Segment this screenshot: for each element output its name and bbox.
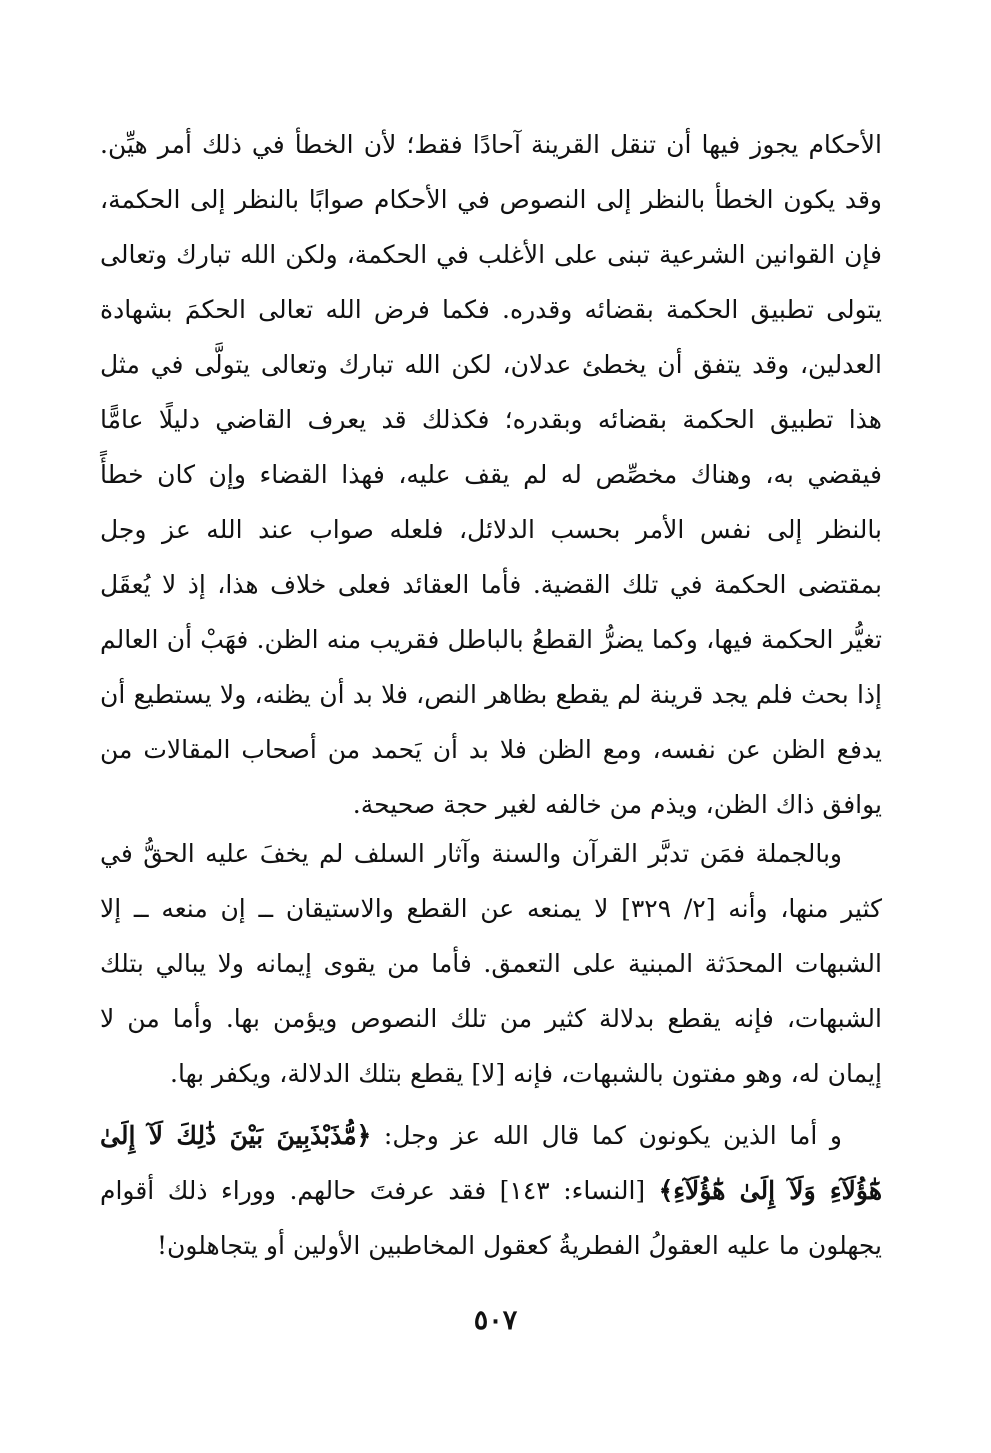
quran-verse-quote: ﴿مُّذَبْذَبِينَ بَيْنَ ذَٰلِكَ لَآ إِلَىٰ هَٰٓؤُلَآءِ وَلَآ إِلَىٰ هَٰٓؤُلَآءِ﴾ [100, 1121, 883, 1205]
page-number: ٥٠٧ [473, 1305, 518, 1336]
paragraph-3-intro: و أما الذين يكونون كما قال الله عز وجل: [371, 1121, 842, 1150]
paragraph-2: وبالجملة فمَن تدبَّر القرآن والسنة وآثار السلف لم يخفَ عليه الحقُّ في كثير منها، وأنه [٢/ ٣٢٩] لا يمنعه عن القطع والاستيقان ــ إن منعه ــ إلا الشبهات المحدَثة المبنية على التعمق. فأما من يقوى إيمانه ولا يبالي بتلك الشبهات، فإنه يقطع بدلالة كثير من تلك النصوص ويؤمن بها. وأما من لا إيمان له، وهو مفتون بالشبهات، فإنه [لا] يقطع بتلك الدلالة، ويكفر بها. [100, 839, 882, 1088]
paragraph-1: الأحكام يجوز فيها أن تنقل القرينة آحادًا فقط؛ لأن الخطأ في ذلك أمر هيِّن. وقد يكون الخطأ بالنظر إلى النصوص في الأحكام صوابًا بالنظر إلى الحكمة، فإن القوانين الشرعية تبنى على الأغلب في الحكمة، ولكن الله تبارك وتعالى يتولى تطبيق الحكمة بقضائه وقدره. فكما فرض الله تعالى الحكمَ بشهادة العدلين، وقد يتفق أن يخطئ عدلان، لكن الله تبارك وتعالى يتولَّى في مثل هذا تطبيق الحكمة بقضائه وبقدره؛ فكذلك قد يعرف القاضي دليلًا عامًّا فيقضي به، وهناك مخصِّص له لم يقف عليه، فهذا القضاء وإن كان خطأً بالنظر إلى نفس الأمر بحسب الدلائل، فلعله صواب عند الله عز وجل بمقتضى الحكمة في تلك القضية. فأما العقائد فعلى خلاف هذا، إذ لا يُعقَل تغيُّر الحكمة فيها، وكما يضرُّ القطعُ بالباطل فقريب منه الظن. فهَبْ أن العالم إذا بحث فلم يجد قرينة لم يقطع بظاهر النص، فلا بد أن يظنه، ولا يستطيع أن يدفع الظن عن نفسه، ومع الظن فلا بد أن يَحمد من أصحاب المقالات من يوافق ذاك الظن، ويذم من خالفه لغير حجة صحيحة. [100, 130, 883, 819]
paragraph-3 [100, 1108, 882, 1273]
paragraph-3-rest: فقد عرفتَ حالهم. ووراء ذلك أقوام يجهلون ما عليه العقولُ الفطريةُ كعقول المخاطبين الأولين أو يتجاهلون! [100, 1176, 882, 1260]
verse-citation: [النساء: ١٤٣] [486, 1176, 659, 1205]
